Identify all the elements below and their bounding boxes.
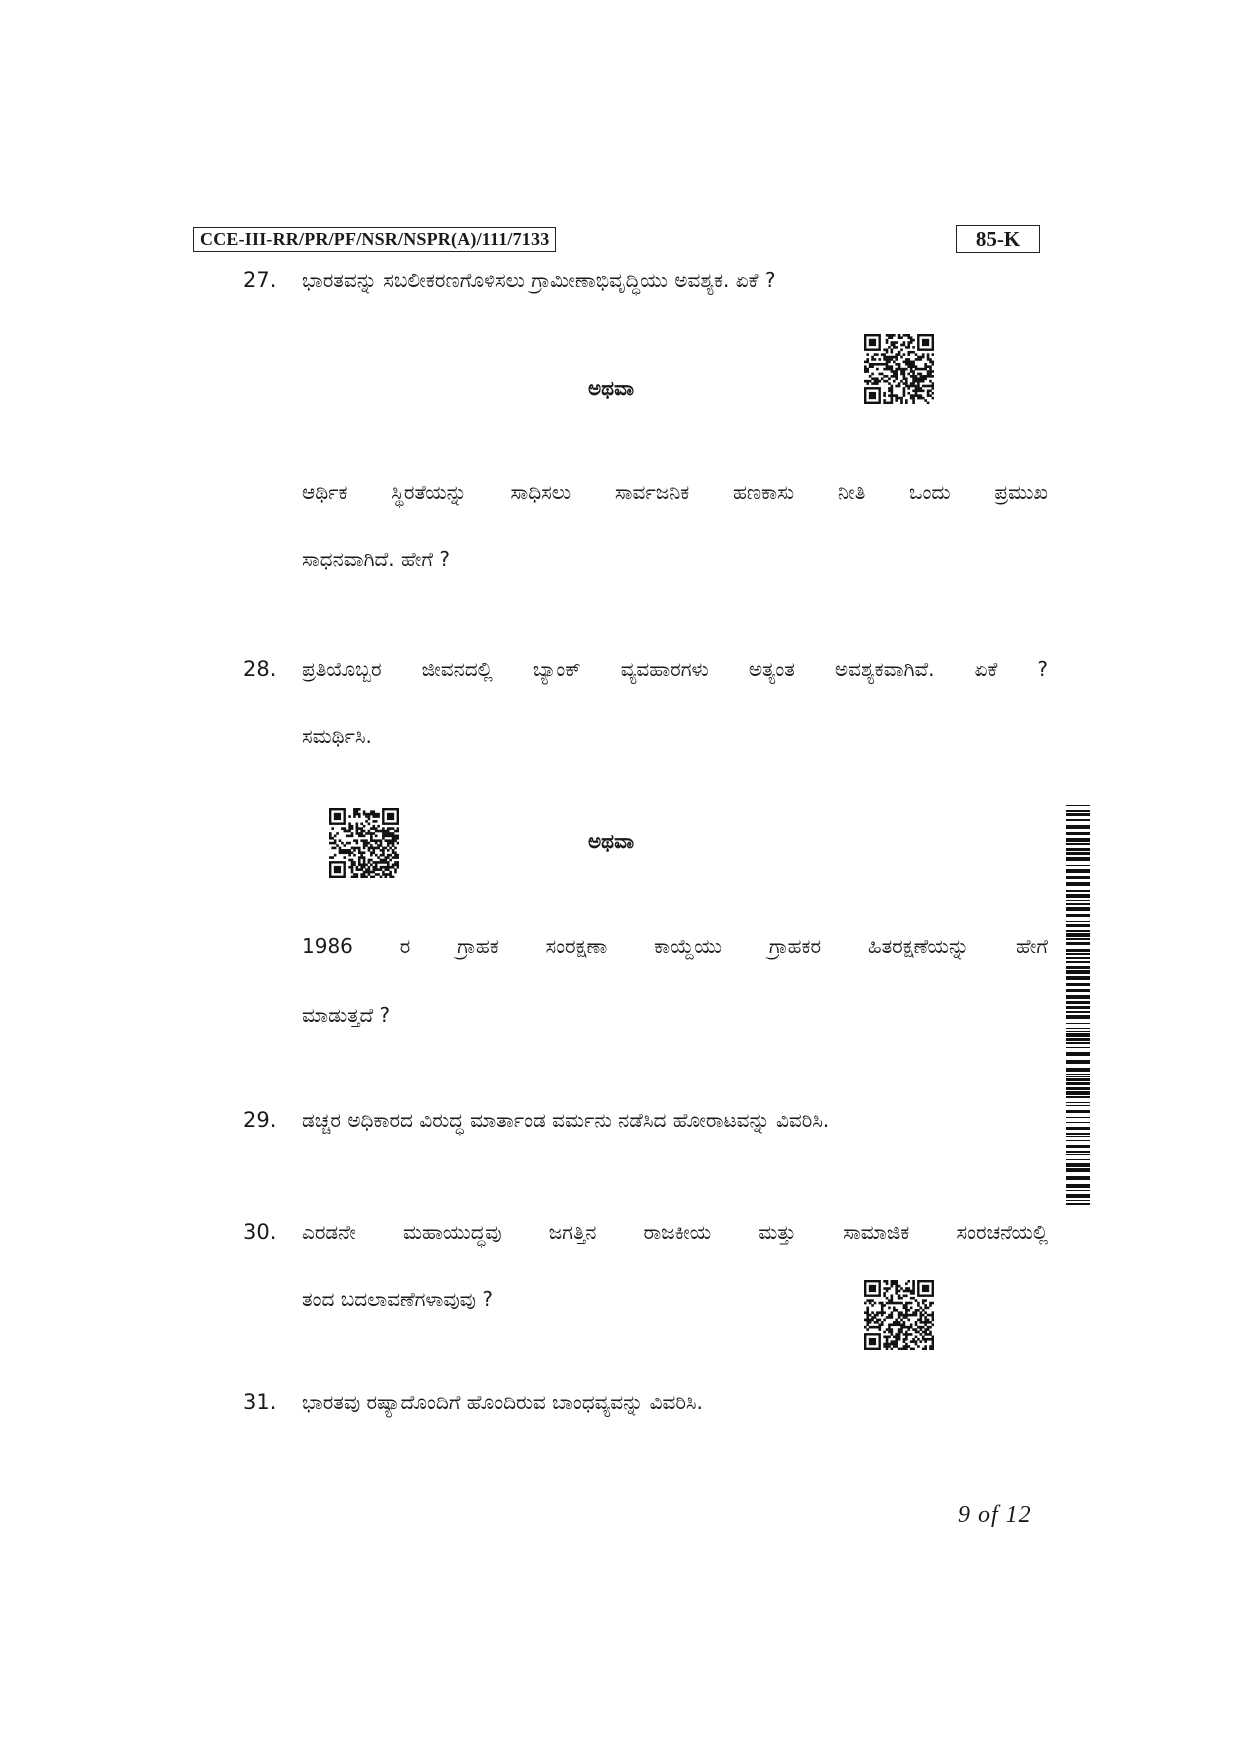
question-27-alt-line1: ಆರ್ಥಿಕ ಸ್ಥಿರತೆಯನ್ನು ಸಾಧಿಸಲು ಸಾರ್ವಜನಿಕ ಹಣಕಾಸು ನೀತಿ ಒಂದು ಪ್ರಮುಖ [302, 480, 1048, 504]
exam-code: CCE-III-RR/PR/PF/NSR/NSPR(A)/111/7133 [193, 227, 556, 252]
paper-code: 85-K [956, 225, 1040, 253]
question-31-number: 31. [243, 1390, 277, 1414]
question-28-number: 28. [243, 657, 277, 681]
qr-code-3 [864, 1280, 934, 1350]
qr-code-2 [329, 808, 399, 878]
or-label-28: ಅಥವಾ [588, 829, 634, 853]
question-31-text: ಭಾರತವು ರಷ್ಯಾದೊಂದಿಗೆ ಹೊಂದಿರುವ ಬಾಂಧವ್ಯವನ್ನು ವಿವರಿಸಿ. [302, 1390, 703, 1414]
question-27-alt-line2: ಸಾಧನವಾಗಿದೆ. ಹೇಗೆ ? [302, 547, 451, 571]
question-28-line2: ಸಮರ್ಥಿಸಿ. [302, 724, 372, 748]
question-27-text: ಭಾರತವನ್ನು ಸಬಲೀಕರಣಗೊಳಿಸಲು ಗ್ರಾಮೀಣಾಭಿವೃದ್ಧಿಯು ಅವಶ್ಯಕ. ಏಕೆ ? [302, 268, 776, 292]
question-28-alt-line1: 1986 ರ ಗ್ರಾಹಕ ಸಂರಕ್ಷಣಾ ಕಾಯ್ದೆಯು ಗ್ರಾಹಕರ ಹಿತರಕ್ಷಣೆಯನ್ನು ಹೇಗೆ [302, 934, 1048, 958]
question-27-number: 27. [243, 268, 277, 292]
question-28-line1: ಪ್ರತಿಯೊಬ್ಬರ ಜೀವನದಲ್ಲಿ ಬ್ಯಾಂಕ್ ವ್ಯವಹಾರಗಳು ಅತ್ಯಂತ ಅವಶ್ಯಕವಾಗಿವೆ. ಏಕೆ ? [302, 657, 1048, 681]
question-28-alt-line2: ಮಾಡುತ್ತದೆ ? [302, 1003, 391, 1027]
qr-code-1 [864, 334, 934, 404]
question-30-line1: ಎರಡನೇ ಮಹಾಯುದ್ಧವು ಜಗತ್ತಿನ ರಾಜಕೀಯ ಮತ್ತು ಸಾಮಾಜಿಕ ಸಂರಚನೆಯಲ್ಲಿ [302, 1220, 1048, 1244]
or-label-27: ಅಥವಾ [588, 376, 634, 400]
barcode [1066, 805, 1090, 1205]
question-30-line2: ತಂದ ಬದಲಾವಣೆಗಳಾವುವು ? [302, 1287, 493, 1311]
question-29-number: 29. [243, 1108, 277, 1132]
page-number: 9 of 12 [958, 1502, 1032, 1528]
question-30-number: 30. [243, 1220, 277, 1244]
question-29-text: ಡಚ್ಚರ ಅಧಿಕಾರದ ವಿರುದ್ಧ ಮಾರ್ತಾಂಡ ವರ್ಮನು ನಡೆಸಿದ ಹೋರಾಟವನ್ನು ವಿವರಿಸಿ. [302, 1108, 830, 1132]
